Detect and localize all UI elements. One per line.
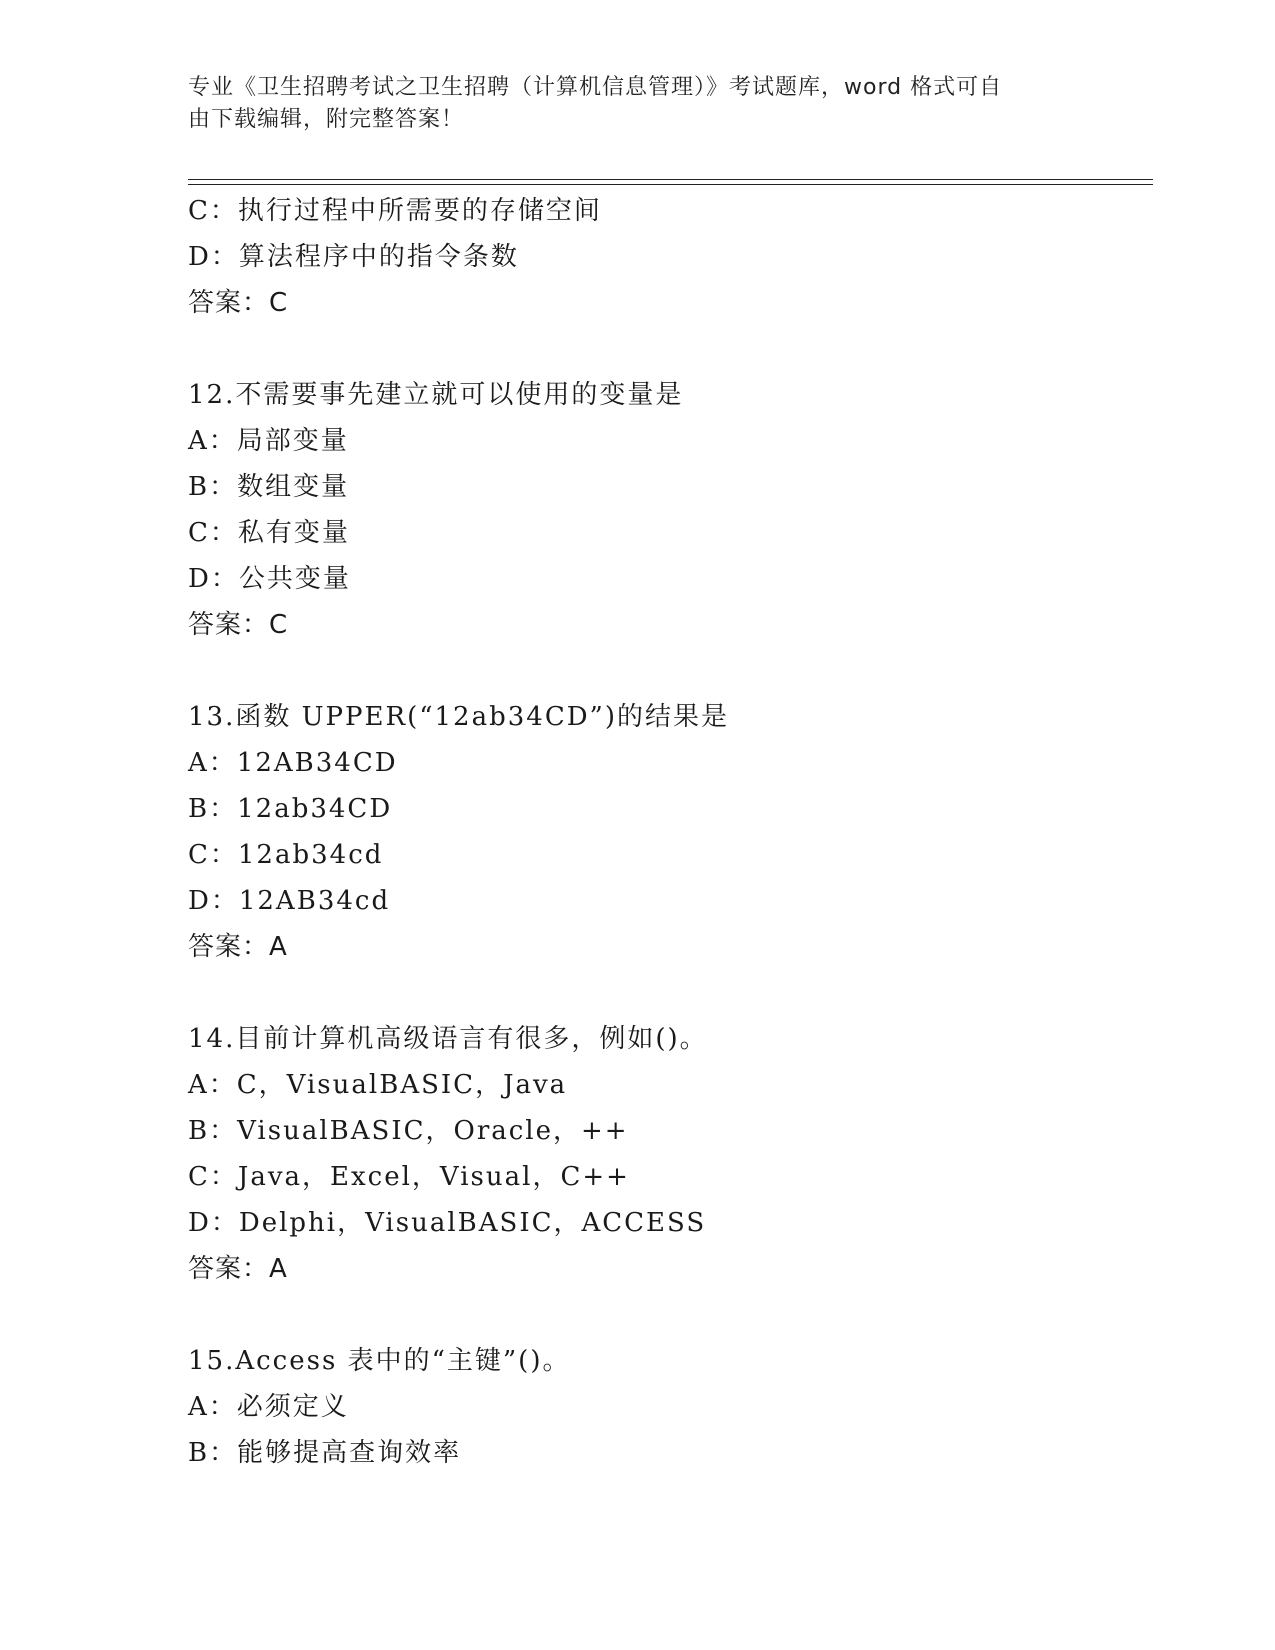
option-a: A：局部变量 (188, 426, 349, 456)
header-line-1: 专业《卫生招聘考试之卫生招聘（计算机信息管理）》考试题库，word 格式可自 (188, 75, 1003, 100)
question-15 (188, 1338, 1148, 1476)
question-list (188, 188, 1148, 1476)
question-stem: 13.函数 UPPER(“12ab34CD”)的结果是 (188, 702, 729, 732)
answer: 答案：C (188, 610, 289, 640)
option-b: B：VisualBASIC，Oracle，++ (188, 1116, 629, 1146)
spacer (188, 970, 1148, 1016)
option-c: C：12ab34cd (188, 840, 384, 870)
option-d: D：算法程序中的指令条数 (188, 242, 519, 272)
question-stem: 15.Access 表中的“主键”()。 (188, 1346, 571, 1376)
header-rule-top (188, 179, 1153, 180)
option-d: D：公共变量 (188, 564, 351, 594)
document-header (188, 72, 1088, 136)
answer: 答案：A (188, 1254, 288, 1284)
answer: 答案：C (188, 288, 289, 318)
option-b: B：数组变量 (188, 472, 350, 502)
header-line-2: 由下载编辑，附完整答案！ (188, 107, 465, 132)
option-b: B：能够提高查询效率 (188, 1438, 462, 1468)
option-a: A：12AB34CD (188, 748, 398, 778)
question-14 (188, 1016, 1148, 1292)
spacer (188, 1292, 1148, 1338)
option-d: D：12AB34cd (188, 886, 391, 916)
question-stem: 12.不需要事先建立就可以使用的变量是 (188, 380, 684, 410)
question-13 (188, 694, 1148, 970)
option-c: C：私有变量 (188, 518, 350, 548)
spacer (188, 648, 1148, 694)
spacer (188, 326, 1148, 372)
answer: 答案：A (188, 932, 288, 962)
option-b: B：12ab34CD (188, 794, 393, 824)
option-a: A：必须定义 (188, 1392, 349, 1422)
question-11-partial (188, 188, 1148, 326)
option-a: A：C，VisualBASIC，Java (188, 1070, 568, 1100)
option-c: C：执行过程中所需要的存储空间 (188, 196, 602, 226)
header-rule-bottom (188, 184, 1153, 185)
option-d: D：Delphi，VisualBASIC，ACCESS (188, 1208, 707, 1238)
question-stem: 14.目前计算机高级语言有很多，例如()。 (188, 1024, 708, 1054)
option-c: C：Java，Excel，Visual，C++ (188, 1162, 630, 1192)
question-12 (188, 372, 1148, 648)
